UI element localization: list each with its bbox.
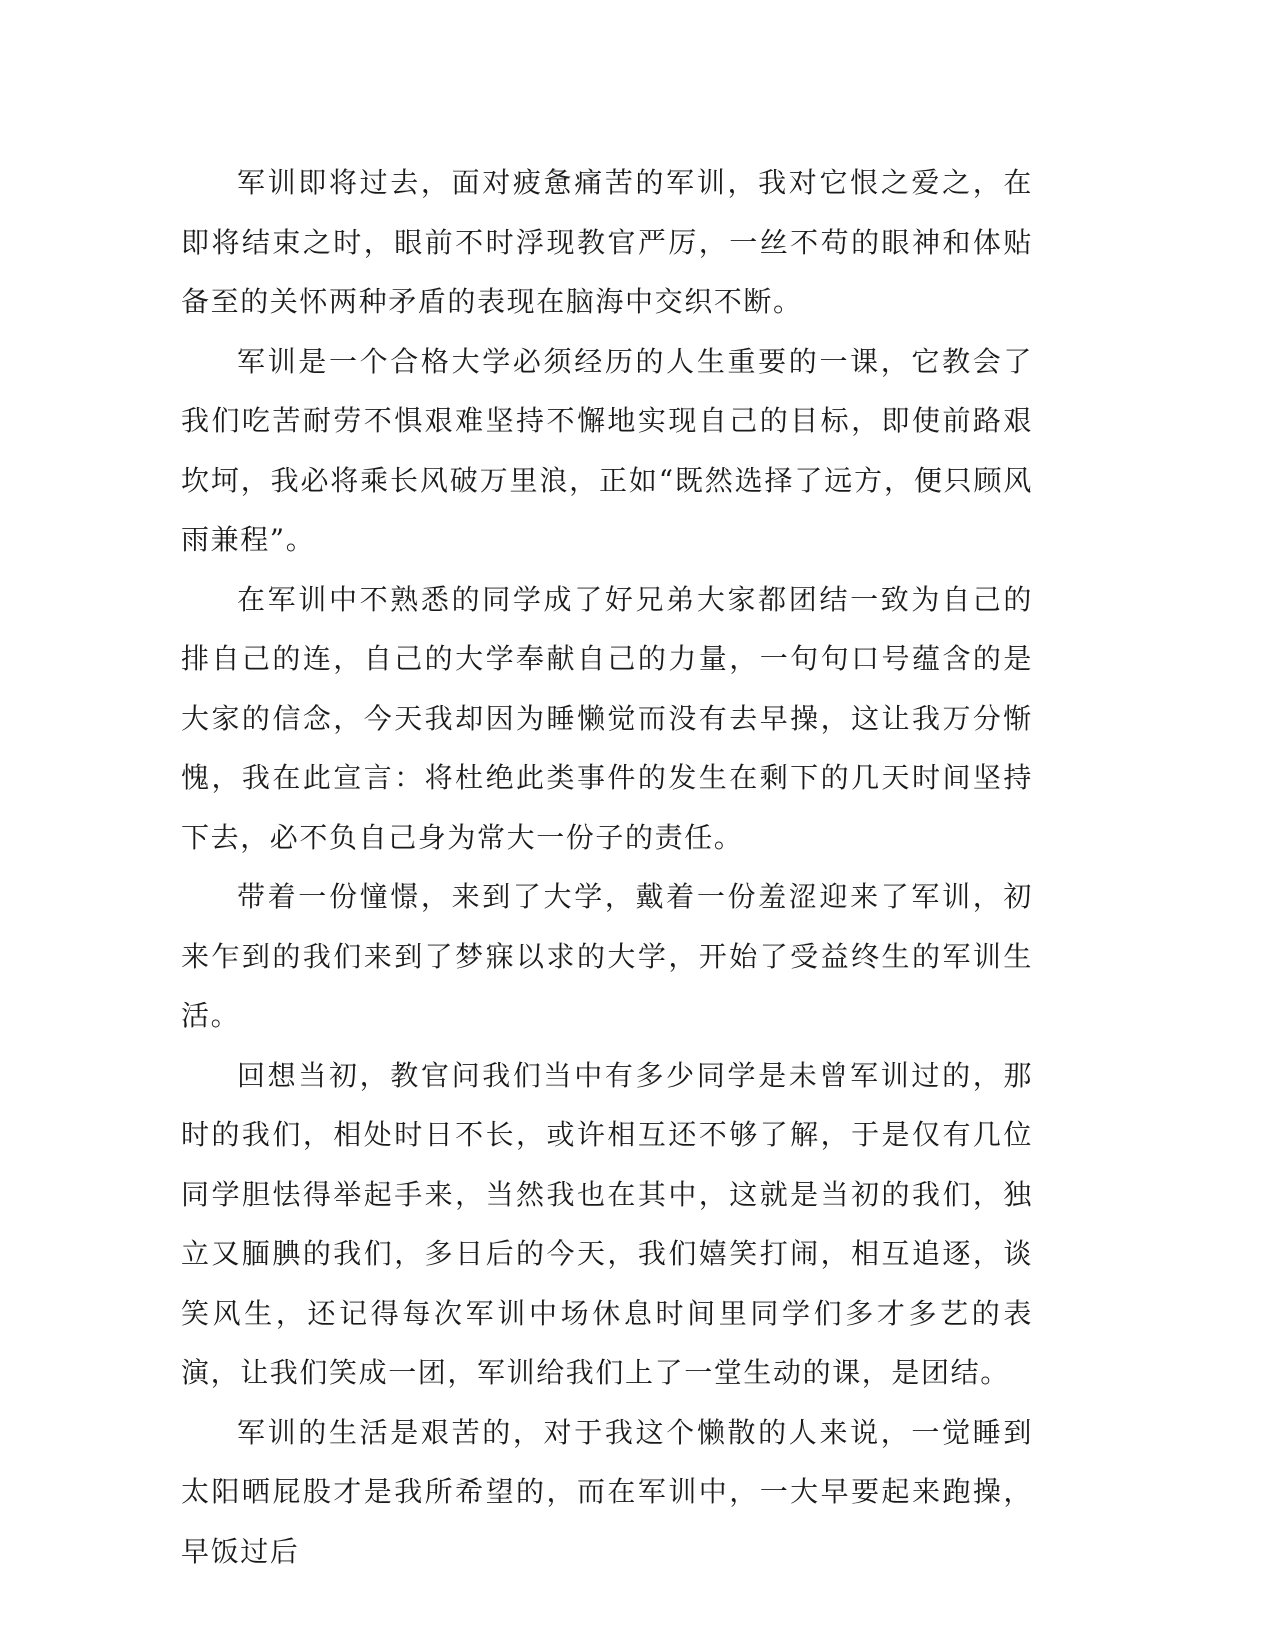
paragraph-4: 带着一份憧憬，来到了大学，戴着一份羞涩迎来了军训，初来乍到的我们来到了梦寐以求的大学，开始了受益终生的军训生活。 (181, 880, 1033, 1032)
paragraph-5: 回想当初，教官问我们当中有多少同学是未曾军训过的，那时的我们，相处时日不长，或许相互还不够了解，于是仅有几位同学胆怯得举起手来，当然我也在其中，这就是当初的我们，独立又腼腆的我们，多日后的今天，我们嬉笑打闹，相互追逐，谈笑风生，还记得每次军训中场休息时间里同学们多才多艺的表演，让我们笑成一团，军训给我们上了一堂生动的课，是团结。 (181, 1058, 1033, 1389)
paragraph-6: 军训的生活是艰苦的，对于我这个懒散的人来说，一觉睡到太阳晒屁股才是我所希望的，而在军训中，一大早要起来跑操，早饭过后 (181, 1415, 1033, 1568)
paragraph-2: 军训是一个合格大学必须经历的人生重要的一课，它教会了我们吃苦耐劳不惧艰难坚持不懈地实现自己的目标，即使前路艰坎坷，我必将乘长风破万里浪，正如“既然选择了远方，便只顾风雨兼程”。 (181, 344, 1033, 556)
paragraph-3: 在军训中不熟悉的同学成了好兄弟大家都团结一致为自己的排自己的连，自己的大学奉献自己的力量，一句句口号蕴含的是大家的信念，今天我却因为睡懒觉而没有去早操，这让我万分惭愧，我在此宣言：将杜绝此类事件的发生在剩下的几天时间坚持下去，必不负自己身为常大一份子的责任。 (181, 582, 1033, 854)
document-body (181, 153, 1033, 1581)
paragraph-1: 军训即将过去，面对疲惫痛苦的军训，我对它恨之爱之，在即将结束之时，眼前不时浮现教官严厉，一丝不苟的眼神和体贴备至的关怀两种矛盾的表现在脑海中交织不断。 (181, 166, 1033, 318)
